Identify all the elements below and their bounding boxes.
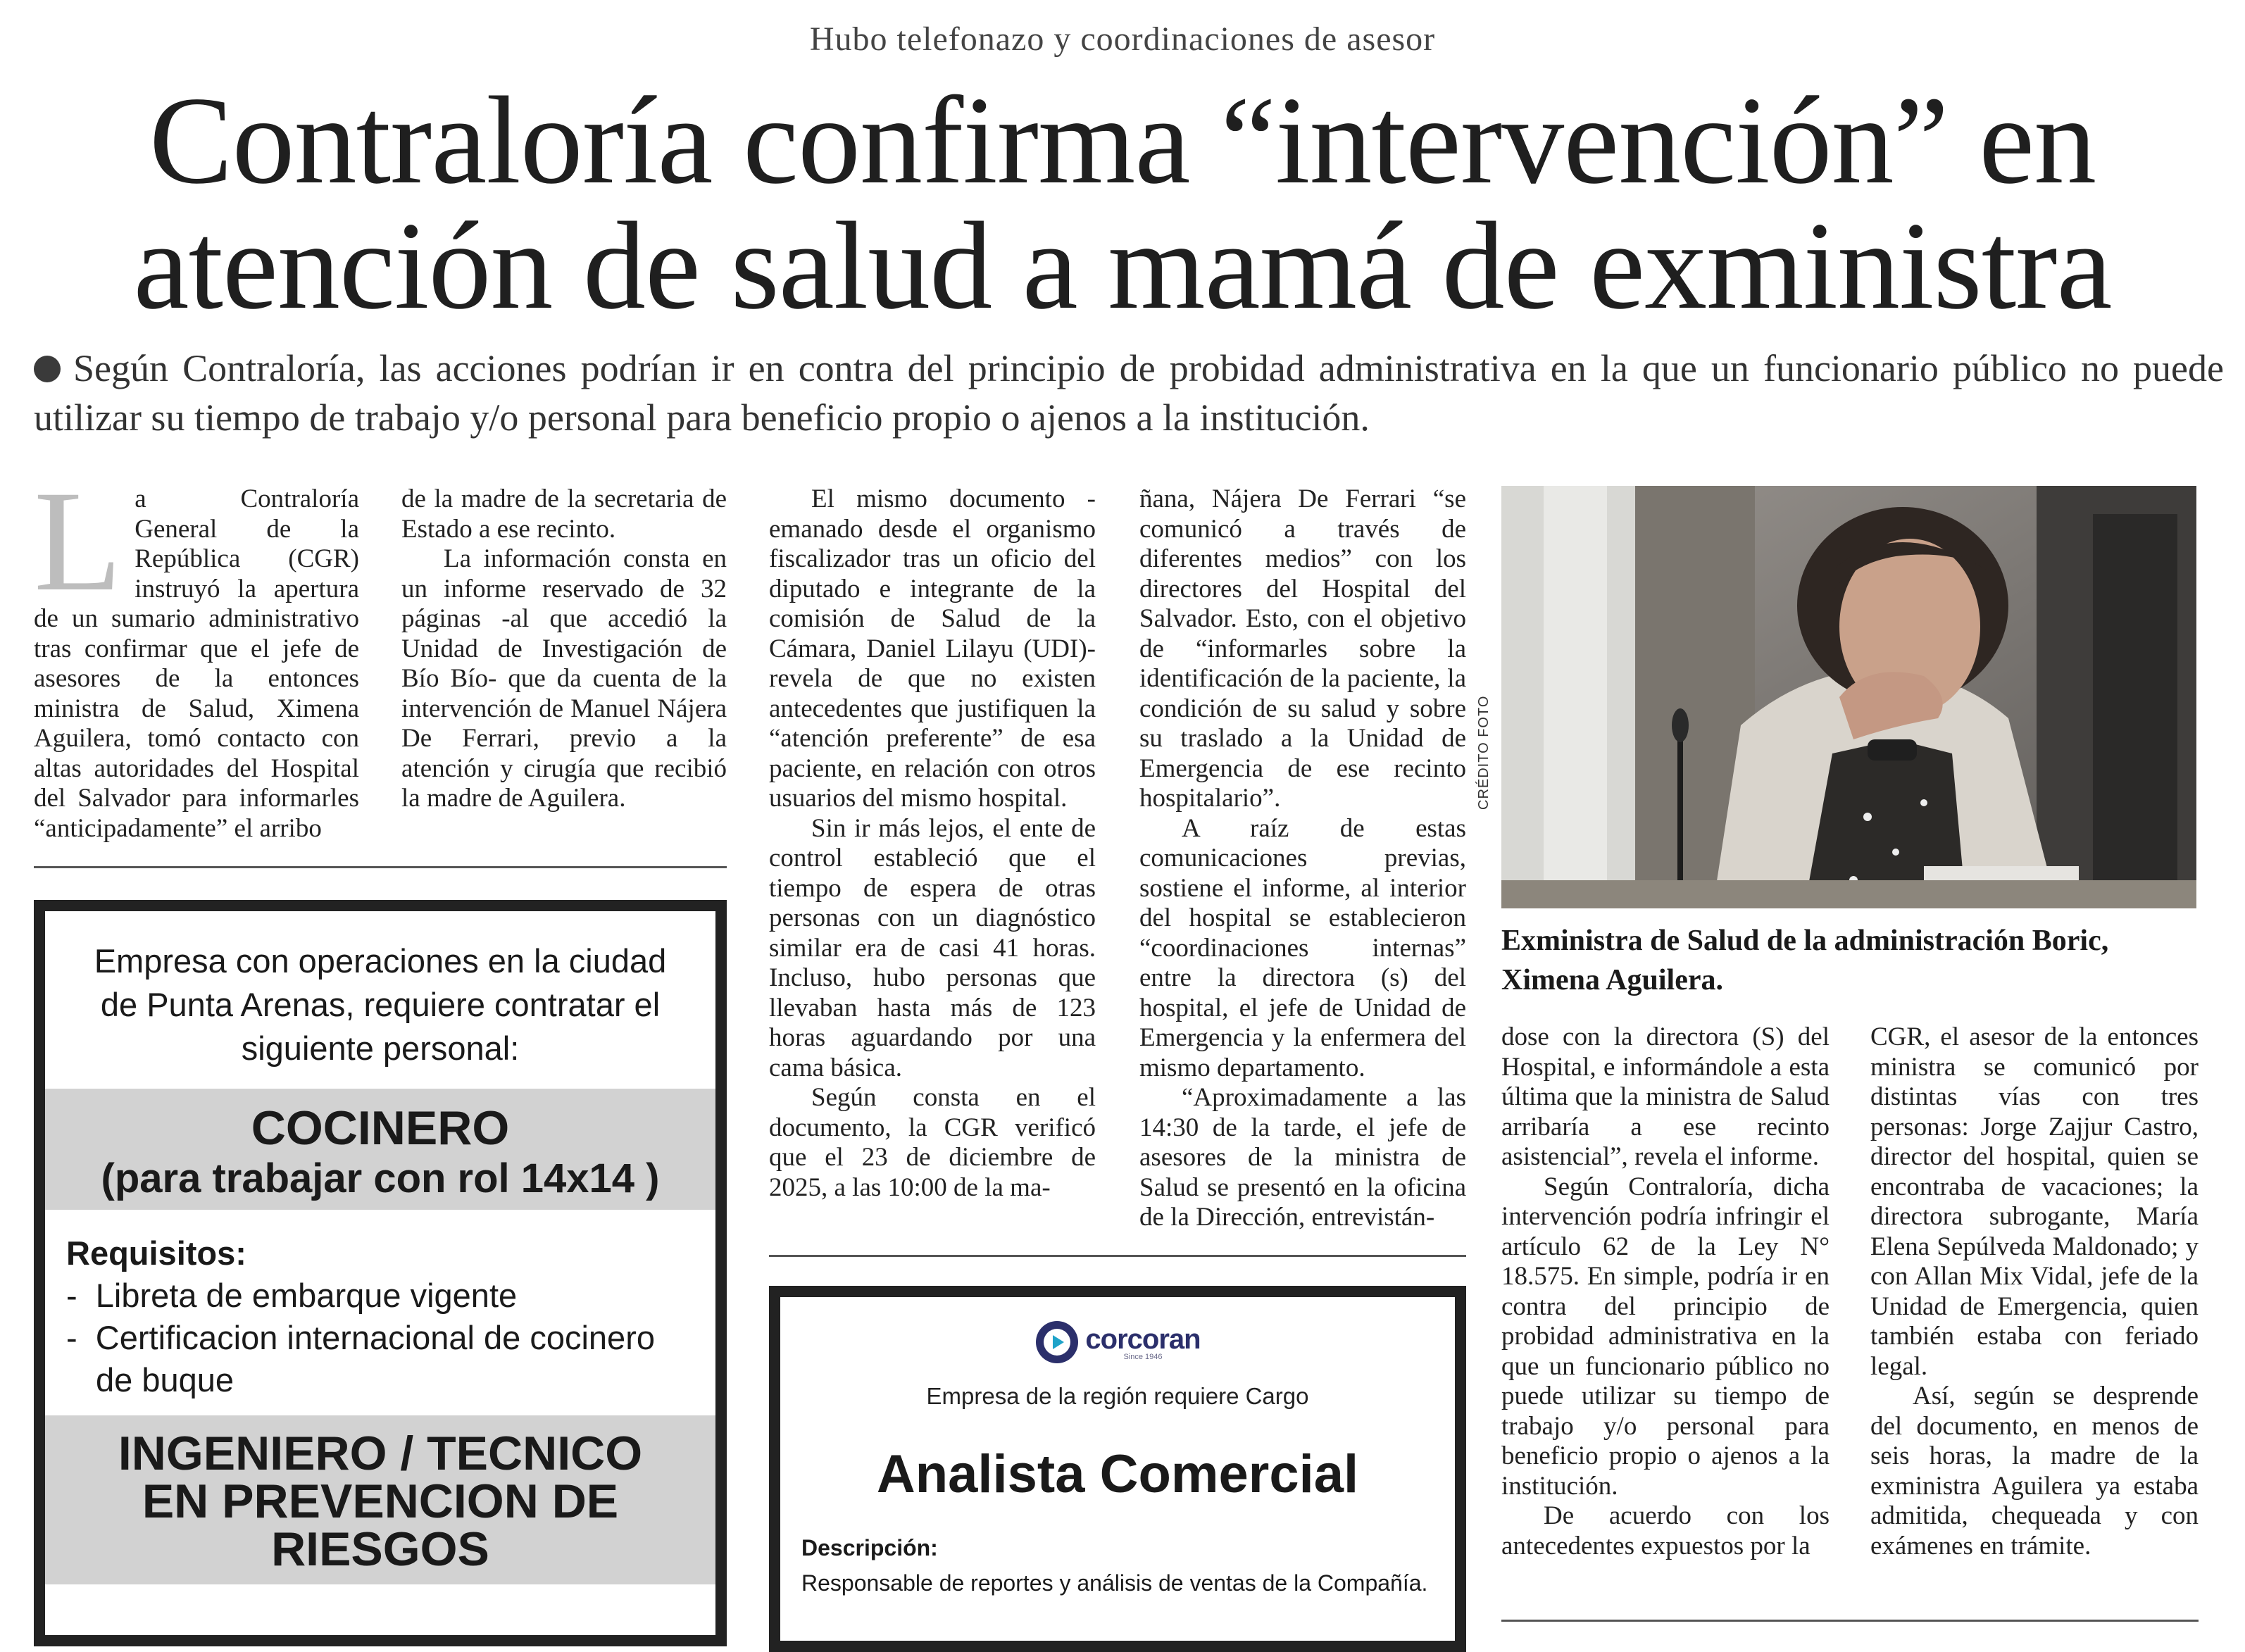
photo-caption: Exministra de Salud de la administración Boric, Ximena Aguilera.: [1501, 925, 2109, 996]
paragraph: “Aproximadamente a las 14:30 de la tarde, el jefe de asesores de la ministra de Salud se presentó en la oficina de la Dirección, entrevistán-: [1139, 1083, 1466, 1232]
requirement-item: - Certificacion internacional de cocinero de buque: [66, 1319, 655, 1398]
kicker: Hubo telefonazo y coordinaciones de asesor: [809, 20, 1436, 58]
ad-intro: Empresa con operaciones en la ciudad de Punta Arenas, requiere contratar el siguiente personal:: [94, 942, 667, 1067]
photo-credit: CRÉDITO FOTO: [1476, 695, 1492, 810]
requirements-list: [66, 1275, 694, 1401]
paragraph: ñana, Nájera De Ferrari “se comunicó a través de diferentes medios” con los directores del Hospital del Salvador. Esto, con el objetivo de “informarles sobre la identificación de la paciente, la condición de su salud y sobre su traslado a la Unidad de Emergencia de ese recinto hospitalario”.: [1139, 484, 1466, 813]
paragraph: La información consta en un informe reservado de 32 páginas -al que accedió la Unidad de Investigación de Bío Bío- que da cuenta de la intervención de Manuel Nájera De Ferrari, previo a la atención y cirugía que recibió la madre de Aguilera.: [401, 544, 727, 813]
job-title-prevencion: INGENIERO / TECNICO EN PREVENCION DE RIESGOS: [45, 1415, 715, 1584]
dropcap: L: [34, 461, 123, 621]
paragraph: CGR, el asesor de la entonces ministra se comunicó por distintas vías con tres personas: Jorge Zajjur Castro, director del hospital, quien se encontraba de vacaciones; la directora subrogante, María Elena Sepúlveda Maldonado; y con Allan Mix Vidal, jefe de la Unidad de Emergencia, quien también estaba con feriado legal.: [1870, 1022, 2199, 1381]
logo-text: corcoran: [1085, 1323, 1201, 1355]
paragraph: a Contraloría General de la República (CGR) instruyó la apertura de un sumario administrativo tras confirmar que el jefe de asesores de la entonces ministra de Salud, Ximena Aguilera, tomó contacto con altas autoridades del Hospital del Salvador para informarles “anticipadamente” el arribo: [34, 484, 359, 843]
column-divider: [769, 1255, 1466, 1257]
photo-image: [1501, 486, 2196, 908]
job-title: COCINERO: [251, 1101, 510, 1155]
description-text: Responsable de reportes y análisis de ventas de la Compañía.: [801, 1570, 1428, 1596]
requirements-title: Requisitos:: [66, 1234, 246, 1272]
corcoran-logo-icon: [1034, 1320, 1080, 1365]
job-band-cocinero: [45, 1089, 715, 1210]
ad-subtitle: Empresa de la región requiere Cargo: [926, 1383, 1309, 1409]
requirement-item: - Libreta de embarque vigente: [66, 1277, 518, 1314]
column-divider: [34, 866, 727, 868]
paragraph: A raíz de estas comunicaciones previas, sostiene el informe, al interior del hospital se establecieron “coordinaciones internas” entre la directora (s) del hospital, el jefe de Unidad de Emergencia y la enfermera del mismo departamento.: [1139, 813, 1466, 1082]
article-column-6: [1870, 1022, 2199, 1561]
requirements: [45, 1210, 715, 1415]
paragraph: de la madre de la secretaria de Estado a ese recinto.: [401, 484, 727, 544]
paragraph: Según consta en el documento, la CGR verificó que el 23 de diciembre de 2025, a las 10:00 de la ma-: [769, 1083, 1096, 1202]
paragraph: Según Contraloría, dicha intervención podría infringir el artículo 62 de la Ley N° 18.575. En simple, podría ir en contra del principio de probidad administrativa en la que un funcionario público no puede utilizar su tiempo de trabajo y/o personal para beneficio propio o ajenos a la institución.: [1501, 1172, 1830, 1501]
headline-line-2: atención de salud a mamá de exministra: [133, 196, 2112, 335]
article-column-4: [1139, 484, 1466, 1233]
article-column-3: [769, 484, 1096, 1203]
paragraph: Sin ir más lejos, el ente de control estableció que el tiempo de espera de otras personas con un diagnóstico similar era de casi 41 horas. Incluso, hubo personas que llevaban hasta más de 123 horas aguardando por una cama básica.: [769, 813, 1096, 1082]
description-title: Descripción:: [801, 1535, 938, 1560]
ad-title: Analista Comercial: [876, 1444, 1359, 1504]
article-column-1: [34, 461, 359, 844]
column-divider: [1501, 1620, 2199, 1622]
job-subtitle: (para trabajar con rol 14x14 ): [101, 1156, 660, 1201]
deck: Según Contraloría, las acciones podrían ir en contra del principio de probidad administrativa en la que un funcionario público no puede utilizar su tiempo de trabajo y/o personal para beneficio propio o ajenos a la institución.: [34, 347, 2224, 439]
headline-line-1: Contraloría confirma “intervención” en: [149, 70, 2096, 210]
paragraph: De acuerdo con los antecedentes expuestos por la: [1501, 1501, 1830, 1560]
classified-ad-cocinero: [34, 900, 727, 1646]
classified-ad-analista: [769, 1286, 1466, 1652]
article-column-2: [401, 484, 727, 814]
ad-description: [780, 1505, 1455, 1601]
article-column-5: [1501, 1022, 1830, 1561]
paragraph: El mismo documento -emanado desde el organismo fiscalizador tras un oficio del diputado e integrante de la comisión de Salud de la Cámara, Daniel Lilayu (UDI)- revela de que no existen antecedentes que justifiquen la “atención preferente” de esa paciente, en relación con otros usuarios del mismo hospital.: [769, 484, 1096, 813]
logo-since: Since 1946: [1123, 1352, 1163, 1361]
paragraph: dose con la directora (S) del Hospital, e informándole a esta última que la ministra de Salud arribaría a ese recinto asistencial”, revela el informe.: [1501, 1022, 1830, 1171]
paragraph: Así, según se desprende del documento, en menos de seis horas, la madre de la exministra Aguilera ya estaba admitida, chequeada y con exámenes en trámite.: [1870, 1382, 2199, 1560]
photo-exministra: [1501, 486, 2196, 908]
corcoran-logo: [780, 1320, 1455, 1365]
